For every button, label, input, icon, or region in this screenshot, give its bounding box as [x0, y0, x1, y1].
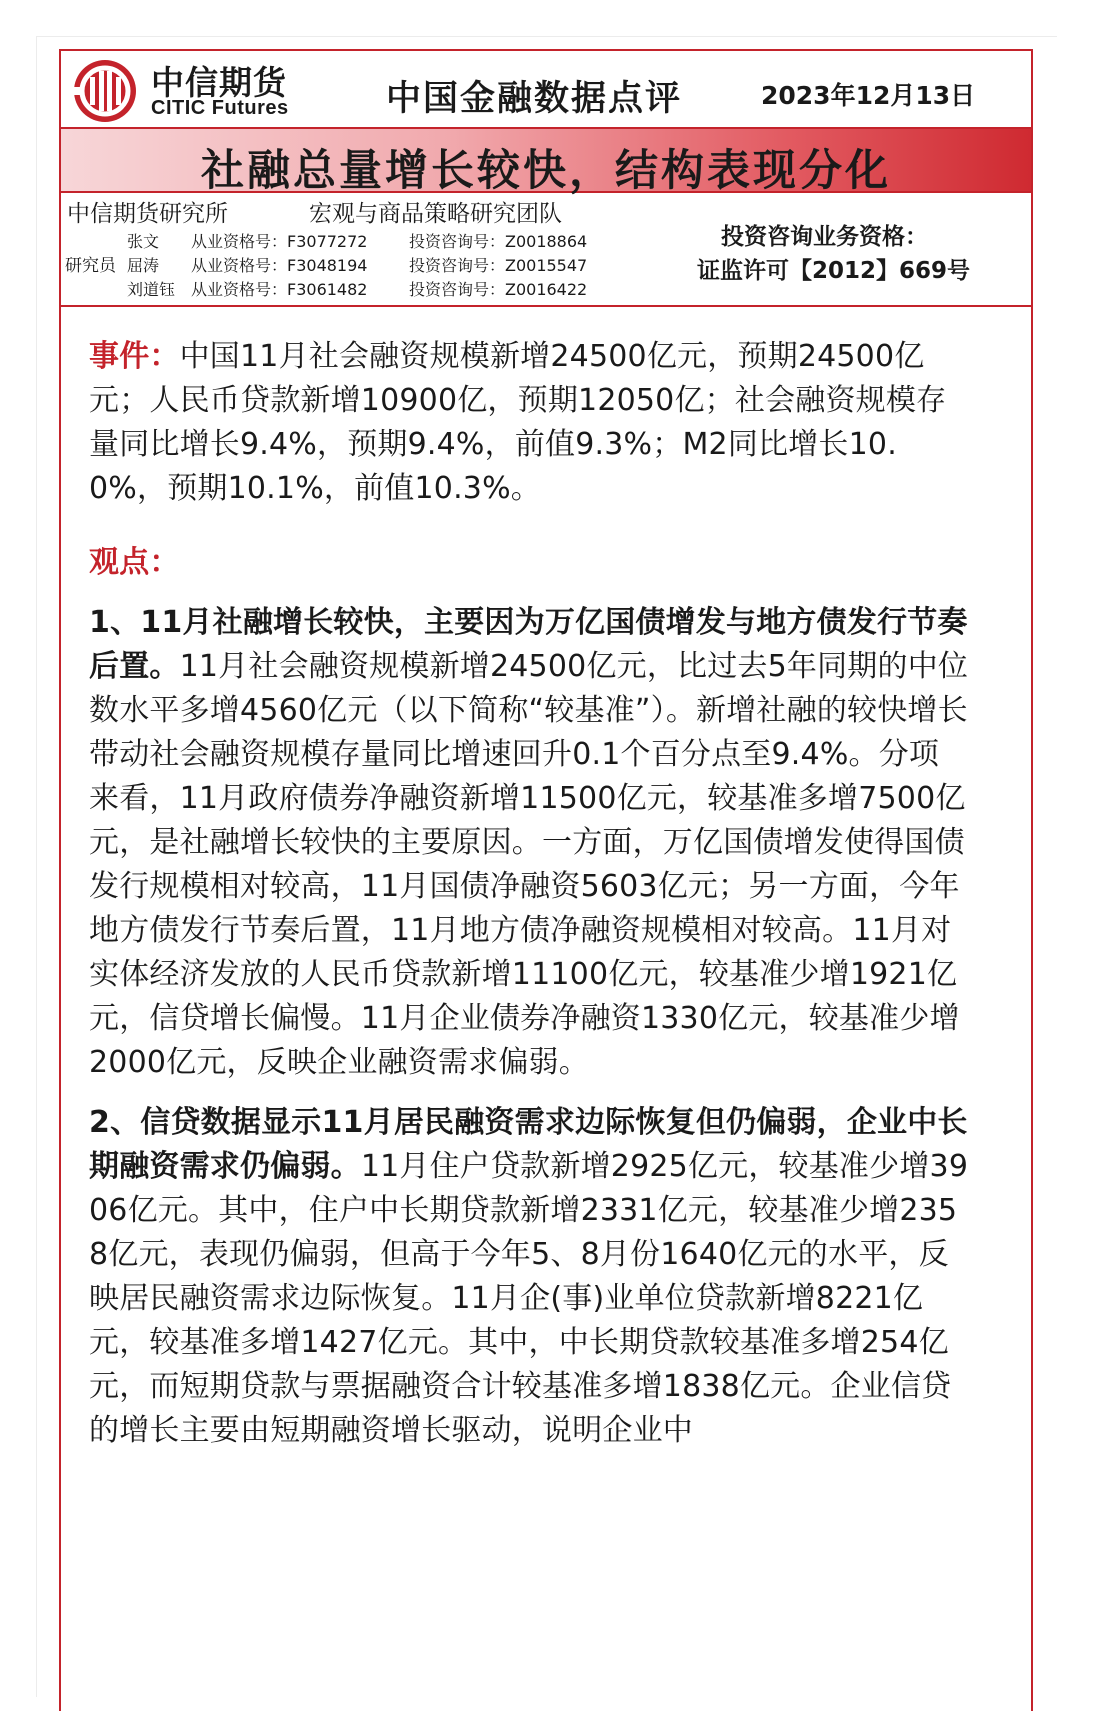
view-paragraph-1 [89, 601, 969, 1085]
institute-name: 中信期货研究所 [67, 201, 228, 227]
event-text: 中国11月社会融资规模新增24500亿元，预期24500亿元；人民币贷款新增10900亿，预期12050亿；社会融资规模存量同比增长9.4%，预期9.4%，前值9.3%；M2同比增长10.0%，预期10.1%，前值10.3%。 [89, 339, 947, 506]
event-label: 事件： [89, 339, 180, 374]
analyst-info [61, 191, 1031, 307]
qualification-value: 证监许可【2012】669号 [697, 258, 971, 284]
report-date: 2023年12月13日 [761, 81, 976, 110]
report-document [59, 49, 1033, 1711]
analyst-role: 研究员 [65, 256, 116, 276]
qualification-label: 投资咨询业务资格： [721, 224, 928, 250]
analyst-consult: 投资咨询号：Z0015547 [409, 256, 588, 275]
views-label: 观点： [89, 545, 180, 580]
report-body [89, 335, 969, 1453]
report-type: 中国金融数据点评 [386, 79, 683, 119]
view-heading: 2、信贷数据显示11月居民融资需求边际恢复但仍偏弱，企业中长期融资需求仍偏弱。 [89, 1105, 968, 1184]
analyst-consult: 投资咨询号：Z0016422 [409, 280, 588, 299]
view-text: 11月社会融资规模新增24500亿元，比过去5年同期的中位数水平多增4560亿元（以下简称“较基准”）。新增社融的较快增长带动社会融资规模存量同比增速回升0.1个百分点至9.4%。分项来看，11月政府债券净融资新增11500亿元，较基准多增7500亿元，是社融增长较快的主要原因。一方面，万亿国债增发使得国债发行规模相对较高，11月国债净融资5603亿元；另一方面，今年地方债发行节奏后置，11月地方债净融资规模相对较高。11月对实体经济发放的人民币贷款新增11100亿元，较基准少增1921亿元，信贷增长偏慢。11月企业债券净融资1330亿元，较基准少增2000亿元，反映企业融资需求偏弱。 [89, 649, 969, 1080]
brand-name-en: CITIC Futures [151, 97, 289, 119]
analyst-license: 从业资格号：F3048194 [191, 256, 368, 275]
analyst-row [127, 229, 587, 252]
analyst-license: 从业资格号：F3077272 [191, 232, 368, 251]
report-title: 社融总量增长较快，结构表现分化 [201, 146, 891, 196]
brand-name-cn: 中信期货 [151, 63, 287, 102]
team-name: 宏观与商品策略研究团队 [309, 201, 562, 227]
analyst-name: 屈涛 [127, 256, 160, 275]
analyst-name: 张文 [127, 232, 160, 251]
title-banner [61, 127, 1031, 196]
event-paragraph [89, 335, 969, 511]
view-heading: 1、11月社融增长较快，主要因为万亿国债增发与地方债发行节奏后置。 [89, 605, 968, 684]
analyst-row [127, 277, 587, 300]
analyst-license: 从业资格号：F3061482 [191, 280, 368, 299]
report-header [61, 51, 1031, 127]
analyst-name: 刘道钰 [127, 280, 176, 299]
analyst-row [127, 253, 587, 276]
citic-logo-icon [71, 57, 139, 125]
view-text: 11月住户贷款新增2925亿元，较基准少增3906亿元。其中，住户中长期贷款新增2331亿元，较基准少增2358亿元，表现仍偏弱，但高于今年5、8月份1640亿元的水平，反映居民融资需求边际恢复。11月企(事)业单位贷款新增8221亿元，较基准多增1427亿元。其中，中长期贷款较基准多增254亿元，而短期贷款与票据融资合计较基准多增1838亿元。企业信贷的增长主要由短期融资增长驱动，说明企业中 [89, 1149, 969, 1448]
analyst-consult: 投资咨询号：Z0018864 [409, 232, 588, 251]
view-paragraph-2 [89, 1101, 969, 1453]
views-label-line [89, 541, 969, 585]
